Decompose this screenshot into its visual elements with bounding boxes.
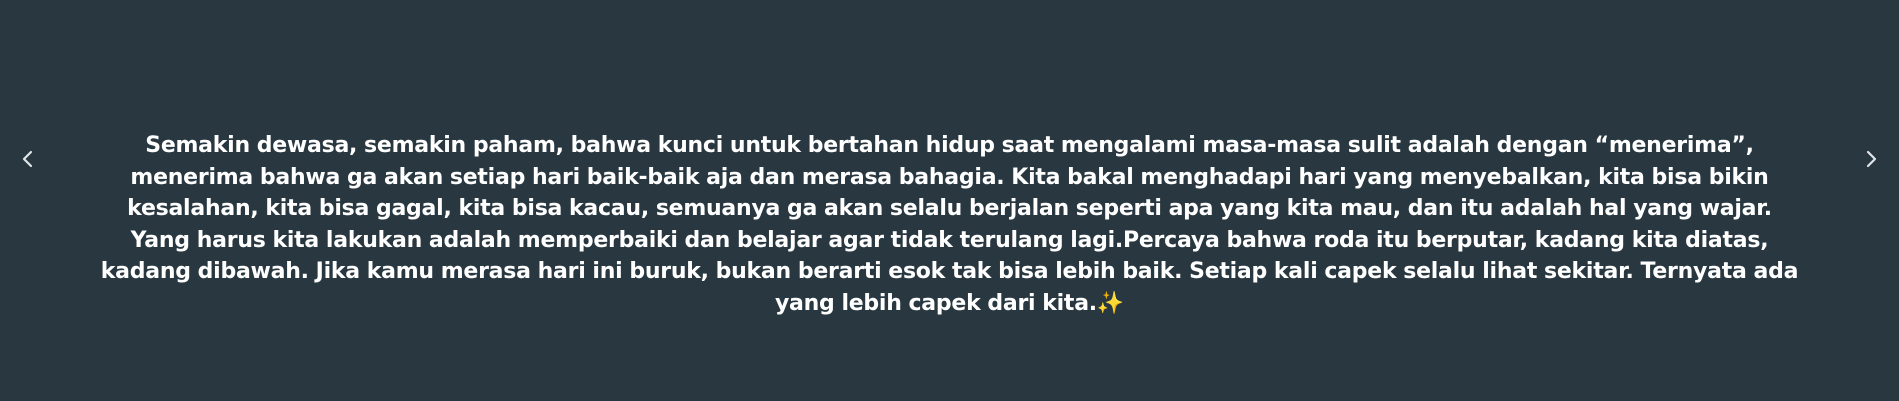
chevron-left-icon xyxy=(20,148,36,170)
chevron-right-icon xyxy=(1863,148,1879,170)
previous-slide-button[interactable] xyxy=(11,142,45,176)
quote-text: Semakin dewasa, semakin paham, bahwa kunci untuk bertahan hidup saat mengalami masa-masa sulit adalah dengan “menerima”, menerima bahwa ga akan setiap hari baik-baik aja dan merasa bahagia. Kita bakal menghadapi hari yang menyebalkan, kita bisa bikin kesalahan, kita bisa gagal, kita bisa kacau, semuanya ga akan selalu berjalan seperti apa yang kita mau, dan itu adalah hal yang wajar. Yang harus kita lakukan adalah memperbaiki dan belajar agar tidak terulang lagi.Percaya bahwa roda itu berputar, kadang kita diatas, kadang dibawah. Jika kamu merasa hari ini buruk, bukan berarti esok tak bisa lebih baik. Setiap kali capek selalu lihat sekitar. Ternyata ada yang lebih capek dari kita.✨ xyxy=(100,133,1799,316)
next-slide-button[interactable] xyxy=(1854,142,1888,176)
